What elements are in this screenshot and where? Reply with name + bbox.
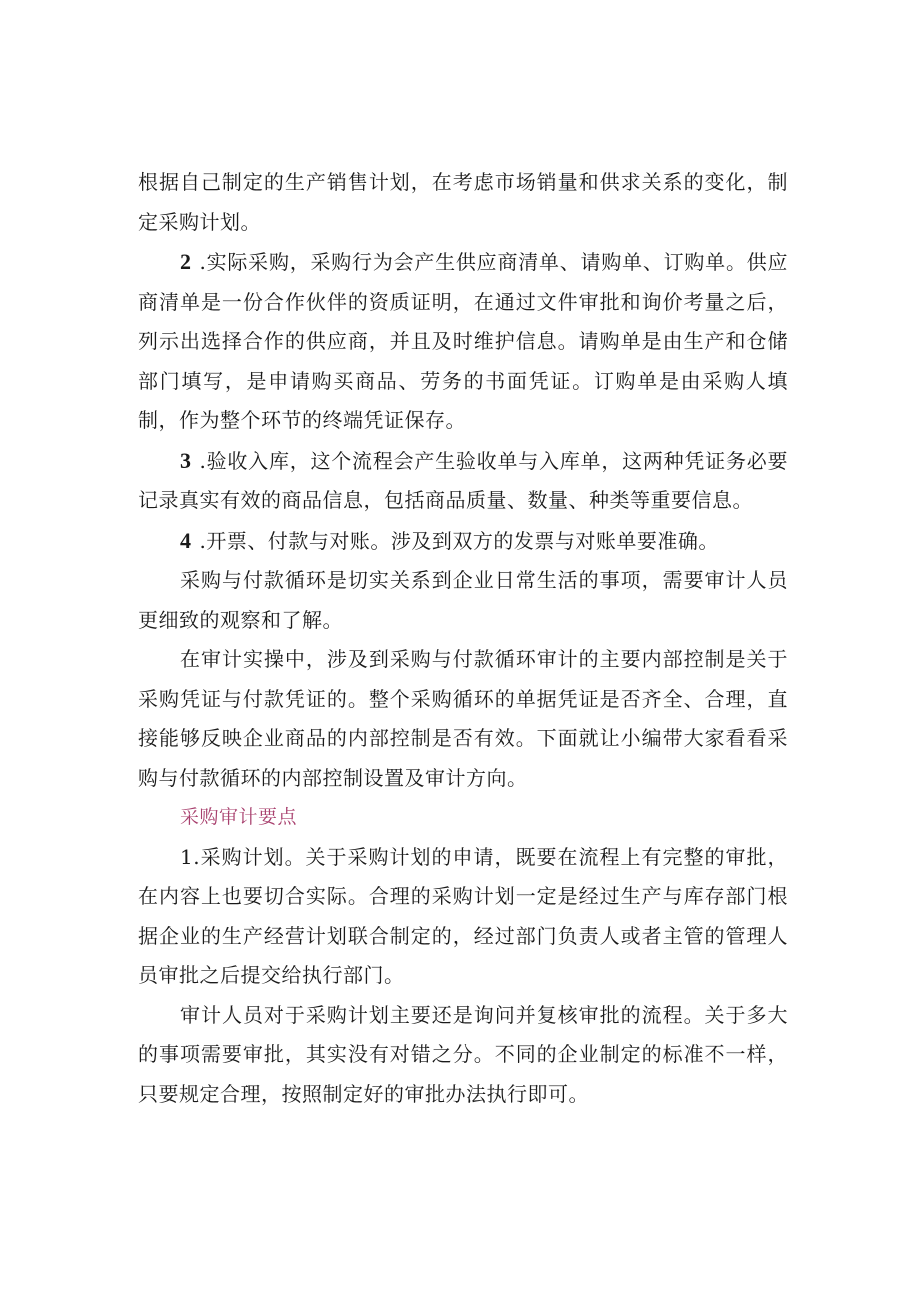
paragraph-invoicing	[138, 521, 788, 562]
section-heading: 采购审计要点	[180, 806, 298, 828]
item-number: 3	[180, 447, 192, 473]
paragraph-audit-practice: 在审计实操中，涉及到采购与付款循环审计的主要内部控制是关于采购凭证与付款凭证的。整个采购循环的单据凭证是否齐全、合理，直接能够反映企业商品的内部控制是否有效。下面就让小编带大家看看采购与付款循环的内部控制设置及审计方向。	[138, 647, 788, 790]
document-body	[138, 163, 788, 1114]
item-number: 4	[180, 527, 192, 553]
paragraph-text: .开票、付款与对账。涉及到双方的发票与对账单要准确。	[199, 528, 719, 553]
paragraph-text: .实际采购，采购行为会产生供应商清单、请购单、订购单。供应商清单是一份合作伙伴的资质证明，在通过文件审批和询价考量之后，列示出选择合作的供应商，并且及时维护信息。请购单是由生产和仓储部门填写，是申请购买商品、劳务的书面凭证。订购单是由采购人填制，作为整个环节的终端凭证保存。	[138, 250, 788, 432]
paragraph-receiving	[138, 441, 788, 521]
paragraph-purchase-plan: 1.采购计划。关于采购计划的申请，既要在流程上有完整的审批，在内容上也要切合实际。合理的采购计划一定是经过生产与库存部门根据企业的生产经营计划联合制定的，经过部门负责人或者主管的管理人员审批之后提交给执行部门。	[138, 844, 788, 987]
paragraph-text: .验收入库，这个流程会产生验收单与入库单，这两种凭证务必要记录真实有效的商品信息，包括商品质量、数量、种类等重要信息。	[138, 448, 788, 512]
paragraph-auditor-review: 审计人员对于采购计划主要还是询问并复核审批的流程。关于多大的事项需要审批，其实没有对错之分。不同的企业制定的标准不一样，只要规定合理，按照制定好的审批办法执行即可。	[138, 1002, 788, 1106]
item-number: 2	[180, 249, 192, 274]
paragraph-plan-continuation: 根据自己制定的生产销售计划，在考虑市场销量和供求关系的变化，制定采购计划。	[138, 170, 788, 234]
paragraph-actual-purchase	[138, 242, 788, 441]
paragraph-cycle-summary: 采购与付款循环是切实关系到企业日常生活的事项，需要审计人员更细致的观察和了解。	[138, 568, 788, 632]
